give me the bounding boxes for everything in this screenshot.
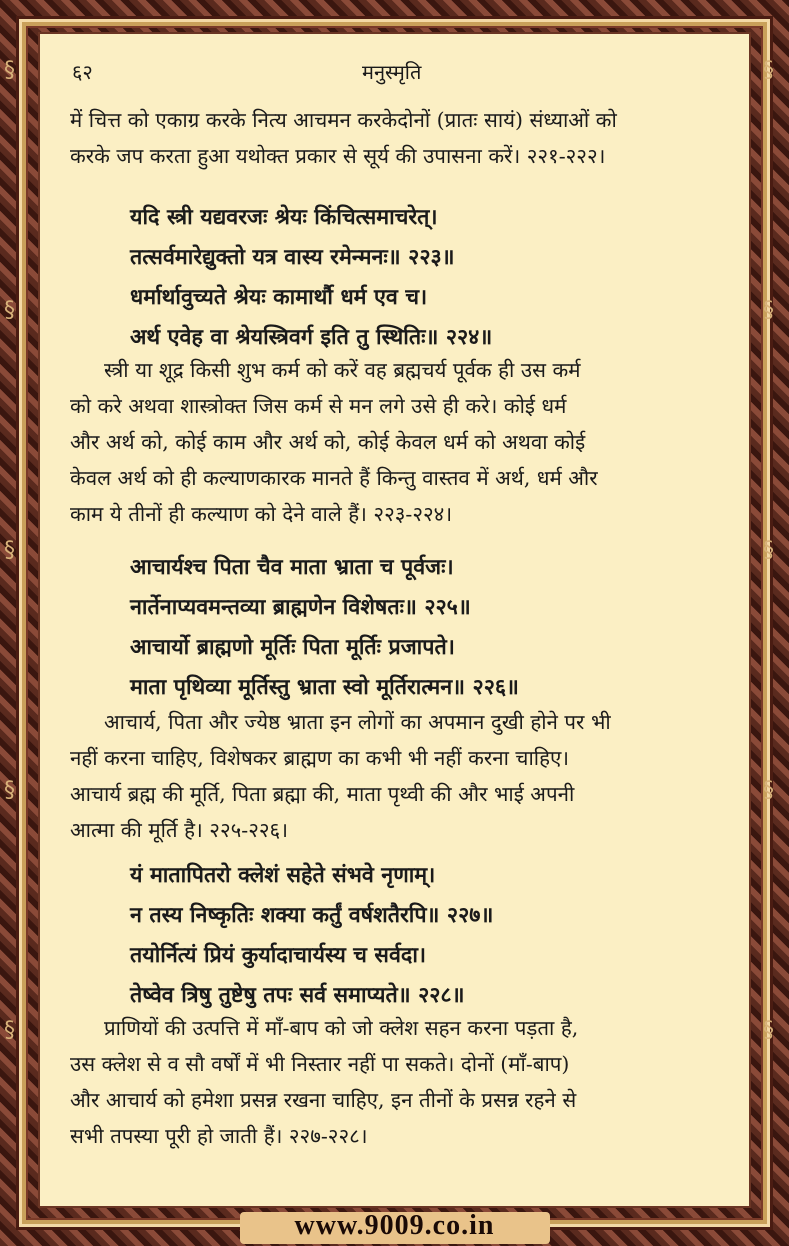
website-watermark: www.9009.co.in bbox=[294, 1210, 495, 1241]
commentary-paragraph bbox=[70, 704, 720, 848]
swirl-ornament-icon: § bbox=[763, 1018, 774, 1043]
text-line: सभी तपस्या पूरी हो जाती हैं। २२७-२२८। bbox=[70, 1124, 368, 1148]
text-line: प्राणियों की उत्पत्ति में माँ-बाप को जो क्लेश सहन करना पड़ता है, bbox=[104, 1016, 579, 1040]
verse-line: धर्मार्थावुच्यते श्रेयः कामार्थौ धर्म एव च। bbox=[130, 285, 428, 310]
text-line: और अर्थ को, कोई काम और अर्थ को, कोई केवल धर्म को अथवा कोई bbox=[70, 430, 586, 454]
swirl-ornament-icon: § bbox=[4, 58, 15, 83]
swirl-ornament-icon: § bbox=[763, 778, 774, 803]
verse-line: नार्तेनाप्यवमन्तव्या ब्राह्मणेन विशेषतः॥ २२५॥ bbox=[130, 595, 471, 620]
commentary-paragraph bbox=[70, 1010, 720, 1154]
text-line: केवल अर्थ को ही कल्याणकारक मानते हैं किन्तु वास्तव में अर्थ, धर्म और bbox=[70, 466, 598, 490]
verse-line: माता पृथिव्या मूर्तिस्तु भ्राता स्वो मूर्तिरात्मन॥ २२६॥ bbox=[130, 675, 519, 700]
verse-line: यं मातापितरो क्लेशं सहेते संभवे नृणाम्। bbox=[130, 863, 436, 888]
swirl-ornament-icon: § bbox=[4, 778, 15, 803]
verse-line: अर्थ एवेह वा श्रेयस्त्रिवर्ग इति तु स्थितिः॥ २२४॥ bbox=[130, 325, 493, 350]
commentary-paragraph bbox=[70, 102, 720, 174]
page-header bbox=[72, 52, 712, 86]
sanskrit-verses bbox=[130, 856, 720, 1016]
verse-line: आचार्यश्च पिता चैव माता भ्राता च पूर्वजः। bbox=[130, 555, 454, 580]
swirl-ornament-icon: § bbox=[4, 298, 15, 323]
swirl-ornament-icon: § bbox=[763, 58, 774, 83]
verse-line: आचार्यो ब्राह्मणो मूर्तिः पिता मूर्तिः प्रजापते। bbox=[130, 635, 455, 660]
text-line: काम ये तीनों ही कल्याण को देने वाले हैं। २२३-२२४। bbox=[70, 502, 453, 526]
sanskrit-verses bbox=[130, 198, 720, 358]
page-title: मनुस्मृति bbox=[362, 60, 422, 84]
commentary-paragraph bbox=[70, 352, 720, 532]
text-line: आत्मा की मूर्ति है। २२५-२२६। bbox=[70, 818, 288, 842]
verse-line: यदि स्त्री यद्यवरजः श्रेयः किंचित्समाचरेत्। bbox=[130, 205, 438, 230]
verse-line: न तस्य निष्कृतिः शक्या कर्तुं वर्षशतैरपि॥ २२७॥ bbox=[130, 903, 494, 928]
text-line: को करे अथवा शास्त्रोक्त जिस कर्म से मन लगे उसे ही करे। कोई धर्म bbox=[70, 394, 567, 418]
verse-line: तयोर्नित्यं प्रियं कुर्यादाचार्यस्य च सर्वदा। bbox=[130, 943, 427, 968]
text-line: स्त्री या शूद्र किसी शुभ कर्म को करें वह ब्रह्मचर्य पूर्वक ही उस कर्म bbox=[104, 358, 581, 382]
text-line: में चित्त को एकाग्र करके नित्य आचमन करकेदोनों (प्रातः सायं) संध्याओं को bbox=[70, 108, 617, 132]
text-line: करके जप करता हुआ यथोक्त प्रकार से सूर्य की उपासना करें। २२१-२२२। bbox=[70, 144, 606, 168]
swirl-ornament-icon: § bbox=[763, 538, 774, 563]
text-line: आचार्य ब्रह्म की मूर्ति, पिता ब्रह्मा की, माता पृथ्वी की और भाई अपनी bbox=[70, 782, 575, 806]
sanskrit-verses bbox=[130, 548, 720, 708]
text-line: नहीं करना चाहिए, विशेषकर ब्राह्मण का कभी भी नहीं करना चाहिए। bbox=[70, 746, 570, 770]
page-number: ६२ bbox=[72, 60, 93, 84]
verse-line: तेष्वेव त्रिषु तुष्टेषु तपः सर्व समाप्यते॥ २२८॥ bbox=[130, 983, 465, 1008]
swirl-ornament-icon: § bbox=[763, 298, 774, 323]
verse-line: तत्सर्वमारेद्युक्तो यत्र वास्य रमेन्मनः॥ २२३॥ bbox=[130, 245, 455, 270]
text-line: और आचार्य को हमेशा प्रसन्न रखना चाहिए, इन तीनों के प्रसन्न रहने से bbox=[70, 1088, 577, 1112]
book-page bbox=[38, 32, 751, 1208]
swirl-ornament-icon: § bbox=[4, 1018, 15, 1043]
text-line: उस क्लेश से व सौ वर्षों में भी निस्तार नहीं पा सकते। दोनों (माँ-बाप) bbox=[70, 1052, 570, 1076]
text-line: आचार्य, पिता और ज्येष्ठ भ्राता इन लोगों का अपमान दुखी होने पर भी bbox=[104, 710, 611, 734]
swirl-ornament-icon: § bbox=[4, 538, 15, 563]
